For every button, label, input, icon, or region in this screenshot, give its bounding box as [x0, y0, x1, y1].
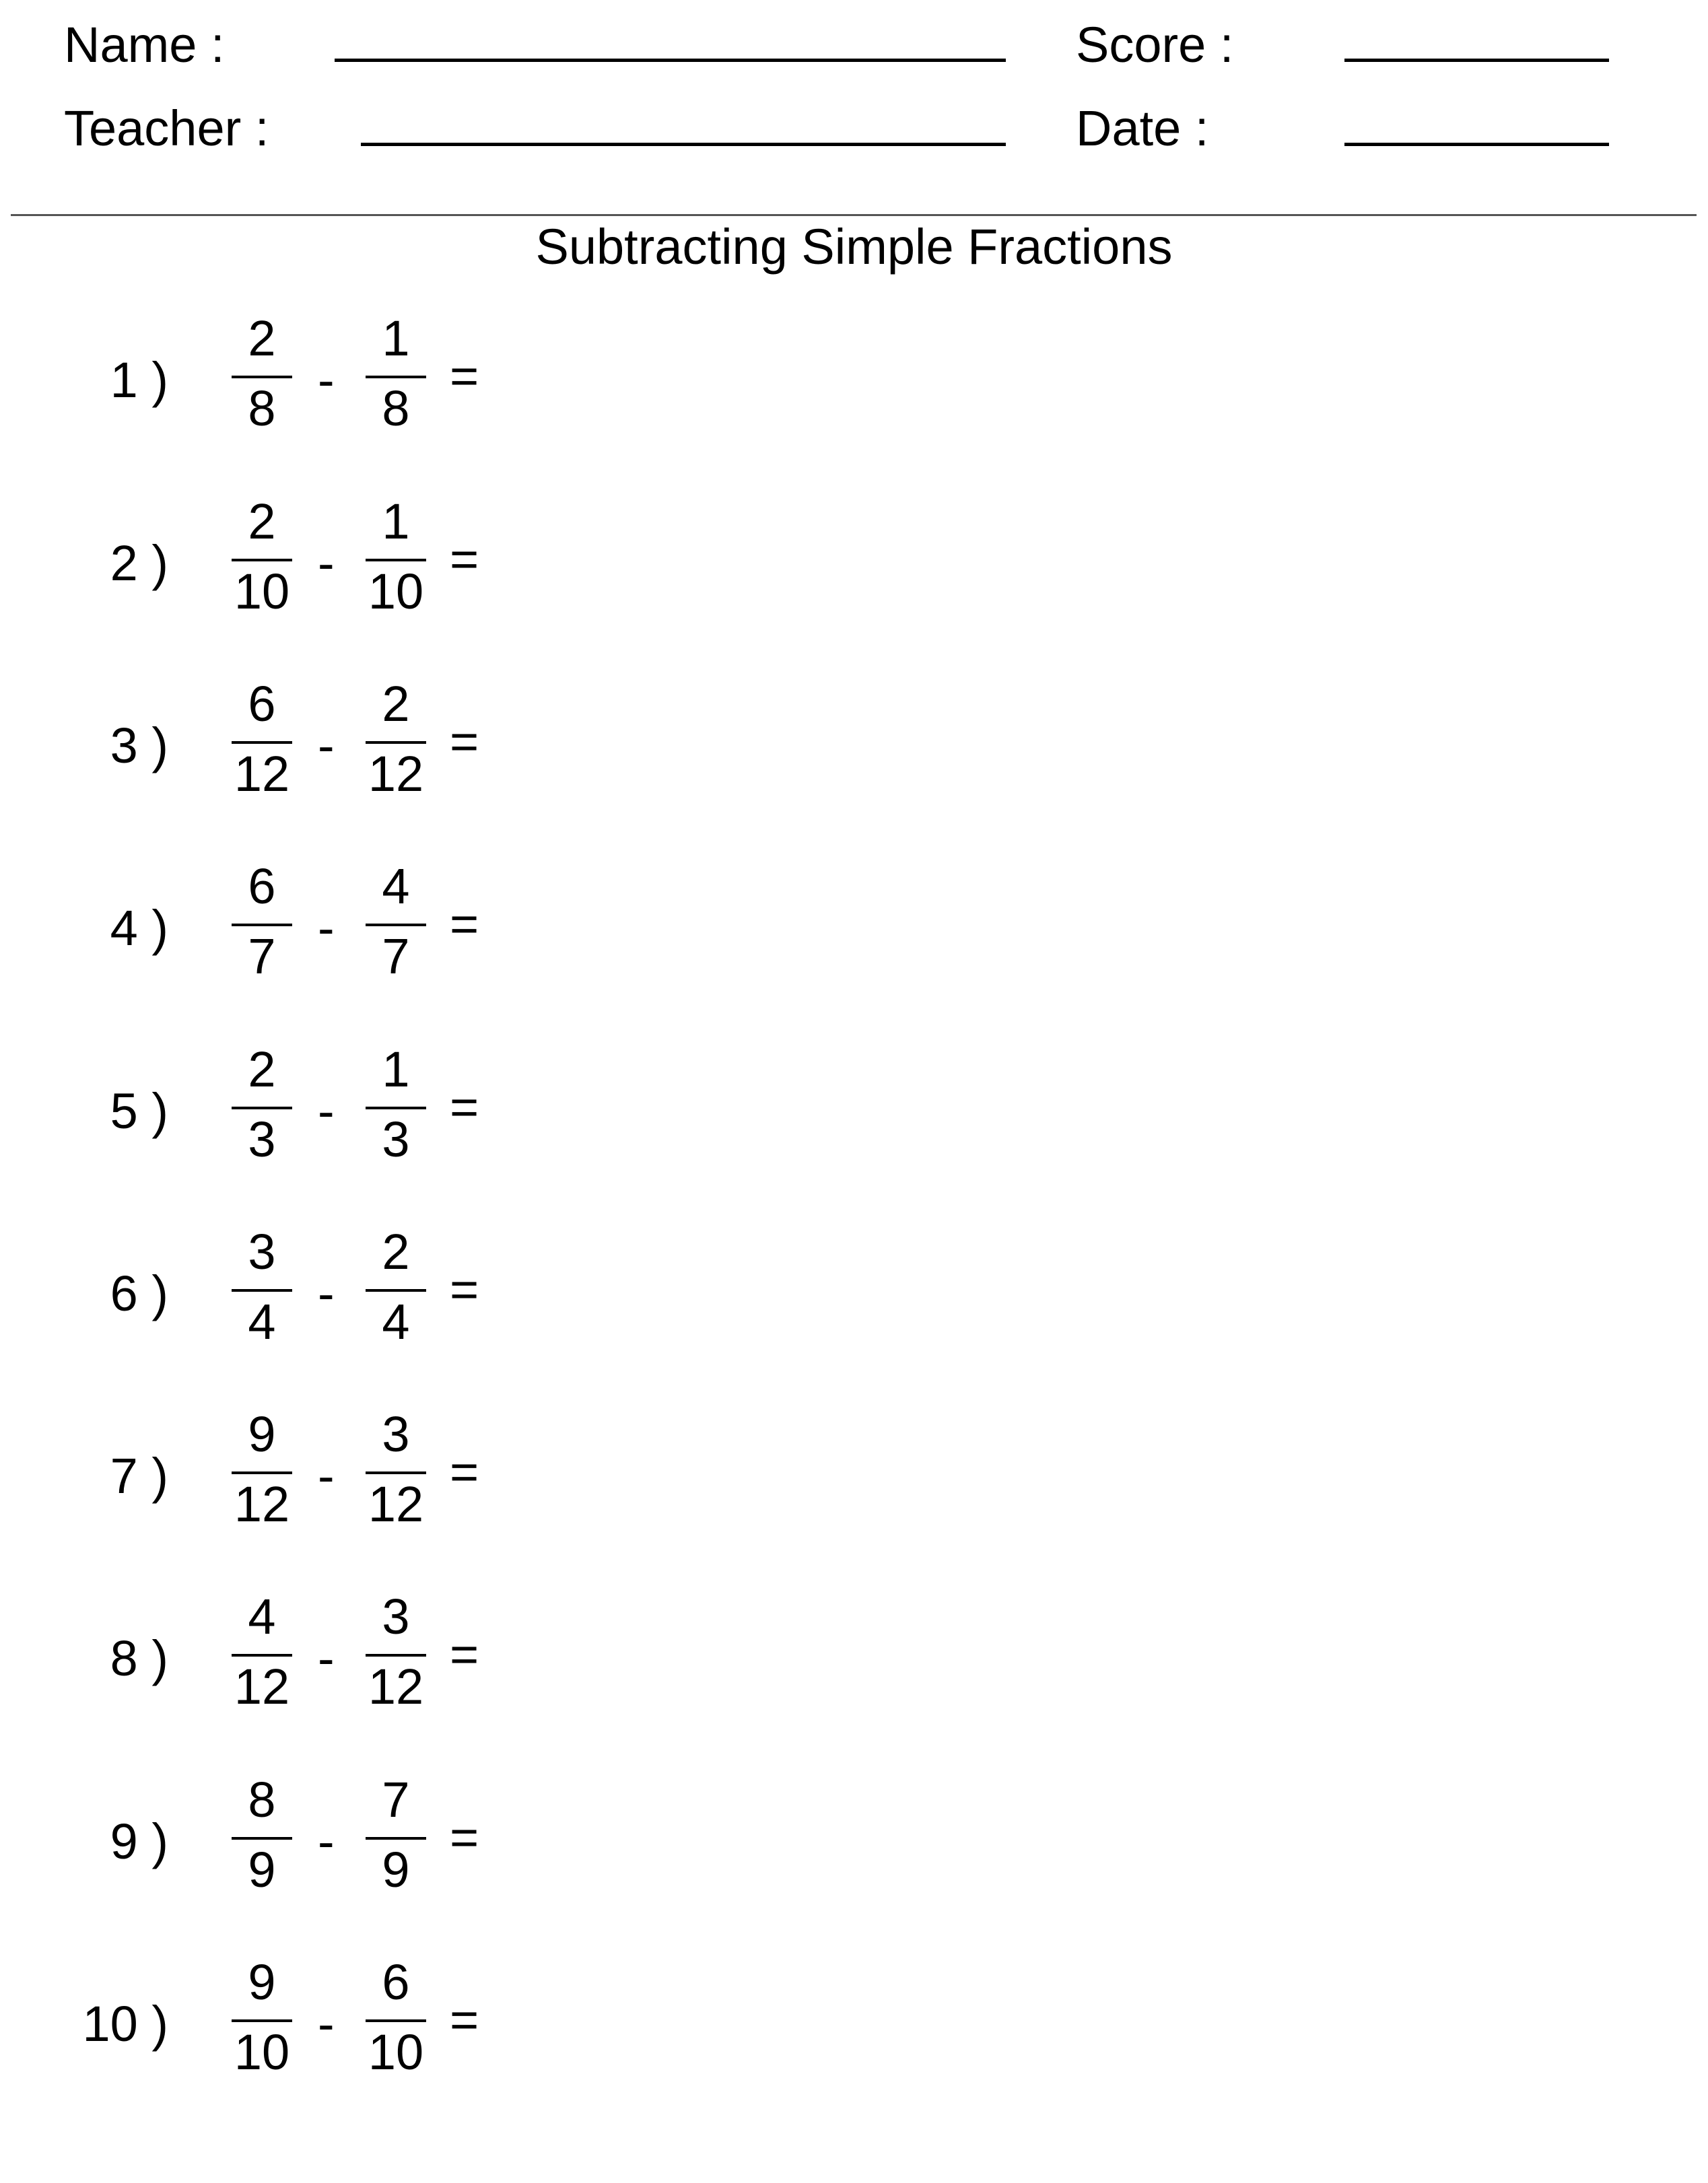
fraction-first — [232, 310, 292, 444]
fraction-first — [232, 1223, 292, 1358]
denominator: 3 — [248, 1111, 276, 1167]
numerator: 3 — [382, 1406, 410, 1462]
fraction-bar — [232, 376, 292, 378]
denominator: 4 — [248, 1294, 276, 1350]
problem-row — [0, 858, 606, 992]
problem-number: 3 ) — [110, 718, 168, 773]
equals-sign: = — [450, 714, 479, 769]
fraction-bar — [232, 1837, 292, 1840]
denominator: 10 — [234, 563, 290, 619]
denominator: 9 — [382, 1842, 410, 1898]
numerator: 7 — [382, 1772, 410, 1828]
equals-sign: = — [450, 1444, 479, 1500]
problem-row — [0, 1223, 606, 1358]
date-label: Date : — [1076, 100, 1209, 156]
fraction-first — [232, 1771, 292, 1906]
denominator: 10 — [234, 2024, 290, 2080]
minus-sign: - — [318, 535, 335, 591]
denominator: 12 — [368, 1476, 424, 1532]
name-label: Name : — [64, 17, 225, 73]
numerator: 2 — [382, 676, 410, 732]
numerator: 6 — [382, 1954, 410, 2010]
name-field-line[interactable] — [335, 59, 1006, 62]
problem-row — [0, 1953, 606, 2088]
denominator: 7 — [382, 928, 410, 984]
fraction-second — [366, 1588, 426, 1723]
numerator: 6 — [248, 858, 276, 914]
problem-row — [0, 1406, 606, 1540]
fraction-bar — [366, 559, 426, 561]
fraction-bar — [366, 2019, 426, 2022]
minus-sign: - — [318, 1630, 335, 1686]
problem-number: 5 ) — [110, 1083, 168, 1139]
fraction-first — [232, 1953, 292, 2088]
problem-number: 8 ) — [110, 1630, 168, 1686]
fraction-second — [366, 675, 426, 810]
minus-sign: - — [318, 1813, 335, 1869]
problem-row — [0, 1041, 606, 1175]
equals-sign: = — [450, 531, 479, 587]
problem-number: 9 ) — [110, 1813, 168, 1869]
fraction-first — [232, 1406, 292, 1540]
problem-row — [0, 310, 606, 444]
fraction-bar — [366, 1837, 426, 1840]
numerator: 6 — [248, 676, 276, 732]
fraction-bar — [366, 741, 426, 744]
numerator: 8 — [248, 1772, 276, 1828]
problem-number: 2 ) — [110, 535, 168, 591]
minus-sign: - — [318, 1266, 335, 1321]
equals-sign: = — [450, 348, 479, 404]
minus-sign: - — [318, 352, 335, 408]
fraction-second — [366, 1953, 426, 2088]
fraction-bar — [232, 741, 292, 744]
numerator: 1 — [382, 1041, 410, 1097]
denominator: 4 — [382, 1294, 410, 1350]
numerator: 9 — [248, 1406, 276, 1462]
fraction-second — [366, 1406, 426, 1540]
score-label: Score : — [1076, 17, 1234, 73]
problem-number: 10 ) — [82, 1996, 168, 2052]
problem-row — [0, 1771, 606, 1906]
numerator: 9 — [248, 1954, 276, 2010]
equals-sign: = — [450, 1992, 479, 2048]
fraction-bar — [232, 559, 292, 561]
problem-number: 1 ) — [110, 352, 168, 408]
numerator: 2 — [248, 493, 276, 549]
denominator: 12 — [368, 746, 424, 802]
worksheet-title: Subtracting Simple Fractions — [535, 219, 1173, 275]
numerator: 2 — [248, 1041, 276, 1097]
fraction-second — [366, 1041, 426, 1175]
problem-row — [0, 493, 606, 627]
teacher-label: Teacher : — [64, 100, 269, 156]
fraction-bar — [366, 1107, 426, 1109]
equals-sign: = — [450, 896, 479, 952]
fraction-bar — [232, 1654, 292, 1657]
fraction-bar — [232, 2019, 292, 2022]
minus-sign: - — [318, 900, 335, 956]
header-divider — [11, 214, 1697, 216]
numerator: 2 — [248, 310, 276, 366]
denominator: 9 — [248, 1842, 276, 1898]
minus-sign: - — [318, 1996, 335, 2052]
fraction-bar — [366, 1654, 426, 1657]
fraction-bar — [232, 1107, 292, 1109]
denominator: 7 — [248, 928, 276, 984]
denominator: 3 — [382, 1111, 410, 1167]
score-field-line[interactable] — [1344, 59, 1609, 62]
denominator: 8 — [382, 380, 410, 436]
fraction-bar — [232, 1471, 292, 1474]
minus-sign: - — [318, 1448, 335, 1504]
fraction-second — [366, 858, 426, 992]
problem-number: 4 ) — [110, 900, 168, 956]
denominator: 10 — [368, 563, 424, 619]
fraction-first — [232, 1041, 292, 1175]
problem-number: 6 ) — [110, 1266, 168, 1321]
numerator: 1 — [382, 493, 410, 549]
numerator: 3 — [382, 1589, 410, 1644]
fraction-second — [366, 1771, 426, 1906]
date-field-line[interactable] — [1344, 143, 1609, 146]
denominator: 8 — [248, 380, 276, 436]
fraction-bar — [366, 924, 426, 926]
denominator: 12 — [234, 746, 290, 802]
minus-sign: - — [318, 1083, 335, 1139]
numerator: 1 — [382, 310, 410, 366]
denominator: 10 — [368, 2024, 424, 2080]
fraction-bar — [366, 376, 426, 378]
fraction-second — [366, 310, 426, 444]
denominator: 12 — [368, 1659, 424, 1714]
numerator: 2 — [382, 1224, 410, 1280]
fraction-bar — [232, 924, 292, 926]
minus-sign: - — [318, 718, 335, 773]
denominator: 12 — [234, 1659, 290, 1714]
numerator: 3 — [248, 1224, 276, 1280]
equals-sign: = — [450, 1079, 479, 1135]
teacher-field-line[interactable] — [361, 143, 1006, 146]
equals-sign: = — [450, 1809, 479, 1865]
fraction-bar — [366, 1289, 426, 1292]
problem-row — [0, 675, 606, 810]
fraction-bar — [232, 1289, 292, 1292]
fraction-first — [232, 675, 292, 810]
fraction-second — [366, 493, 426, 627]
problem-number: 7 ) — [110, 1448, 168, 1504]
denominator: 12 — [234, 1476, 290, 1532]
fraction-first — [232, 858, 292, 992]
numerator: 4 — [382, 858, 410, 914]
equals-sign: = — [450, 1626, 479, 1682]
fraction-first — [232, 1588, 292, 1723]
numerator: 4 — [248, 1589, 276, 1644]
equals-sign: = — [450, 1261, 479, 1317]
fraction-bar — [366, 1471, 426, 1474]
problem-row — [0, 1588, 606, 1723]
fraction-first — [232, 493, 292, 627]
fraction-second — [366, 1223, 426, 1358]
